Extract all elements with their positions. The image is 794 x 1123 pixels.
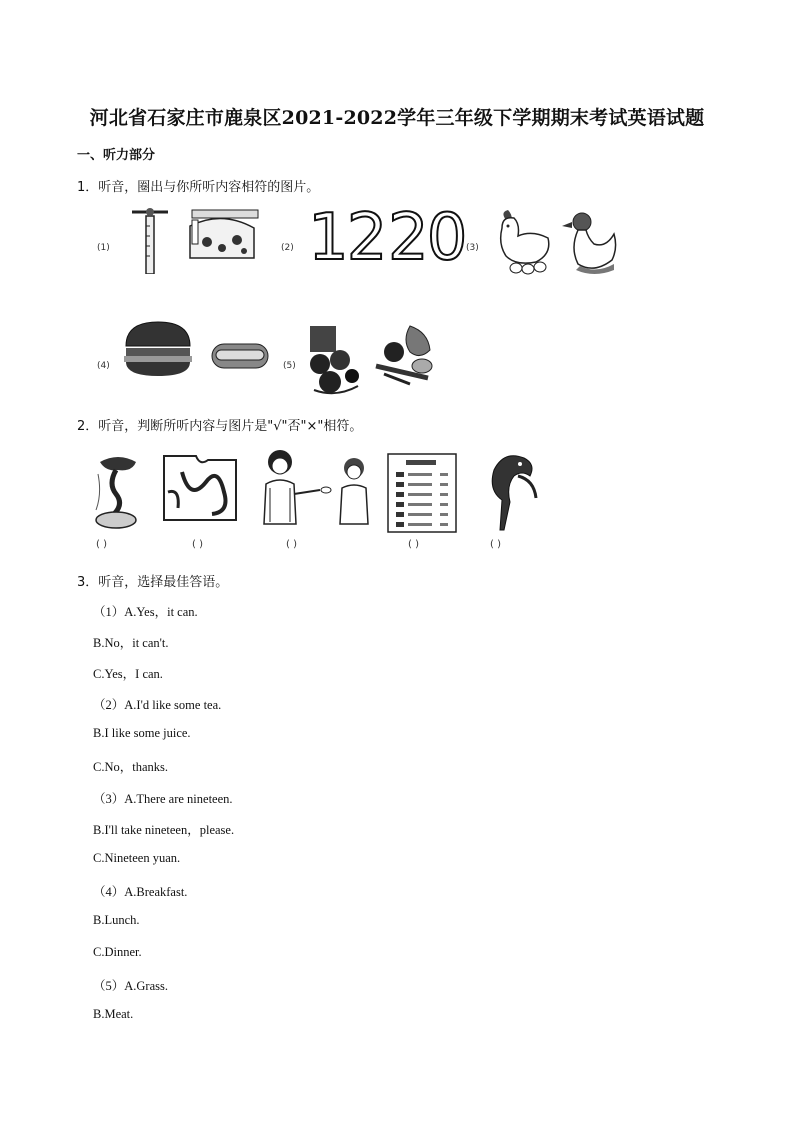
question-3-prompt: 3．听音，选择最佳答语。 [77,575,229,590]
q3-4-option-a[interactable]: （4）A.Breakfast. [93,885,188,899]
q2-blank-5[interactable]: ( ) [490,539,501,550]
people-greeting-picture-icon [258,448,376,528]
hen-picture-icon [492,208,556,276]
q1-label-4: (4) [97,361,110,371]
q3-1-option-b[interactable]: B.No，it can't. [93,636,169,650]
section-heading-listening: 一、听力部分 [77,148,156,163]
q2-blank-2[interactable]: ( ) [192,539,203,550]
q1-label-3: (3) [466,243,479,253]
tree-picture-icon [92,454,142,532]
q2-blank-4[interactable]: ( ) [408,539,419,550]
q3-5-option-b[interactable]: B.Meat. [93,1007,134,1021]
q3-3-option-a[interactable]: （3）A.There are nineteen. [93,792,233,806]
hotdog-picture-icon [210,338,270,374]
q2-blank-1[interactable]: ( ) [96,539,107,550]
q3-3-option-b[interactable]: B.I'll take nineteen，please. [93,823,235,837]
q3-4-option-b[interactable]: B.Lunch. [93,913,140,927]
q3-1-option-c[interactable]: C.Yes，I can. [93,667,163,681]
fruit-basket-picture-icon [306,320,364,398]
number-twelve: 12 [308,201,386,275]
q3-2-option-c[interactable]: C.No，thanks. [93,760,169,774]
ruler-picture-icon [128,206,172,274]
hamburger-picture-icon [122,320,194,378]
puzzle-picture-icon [160,452,240,524]
question-1-prompt: 1．听音，圈出与你所听内容相符的图片。 [77,180,320,195]
menu-card-picture-icon [386,452,458,534]
q3-5-option-a[interactable]: （5）A.Grass. [93,979,168,993]
q3-3-option-c[interactable]: C.Nineteen yuan. [93,851,181,865]
q1-label-2: (2) [281,243,294,253]
q3-2-option-b[interactable]: B.I like some juice. [93,726,191,740]
q3-1-option-a[interactable]: （1）A.Yes，it can. [93,605,198,619]
q1-label-5: (5) [283,361,296,371]
page-title: 河北省石家庄市鹿泉区2021-2022学年三年级下学期期末考试英语试题 [89,107,705,129]
number-twenty: 20 [388,201,466,275]
q1-label-1: (1) [97,243,110,253]
q2-blank-3[interactable]: ( ) [286,539,297,550]
question-2-prompt: 2．听音，判断所听内容与图片是"√"否"×"相符。 [77,419,363,434]
q3-4-option-c[interactable]: C.Dinner. [93,945,142,959]
parrot-picture-icon [484,450,540,534]
vegetables-picture-icon [370,322,442,388]
q3-2-option-a[interactable]: （2）A.I'd like some tea. [93,698,222,712]
farm-fence-picture-icon [182,206,262,264]
duck-picture-icon [560,208,620,278]
